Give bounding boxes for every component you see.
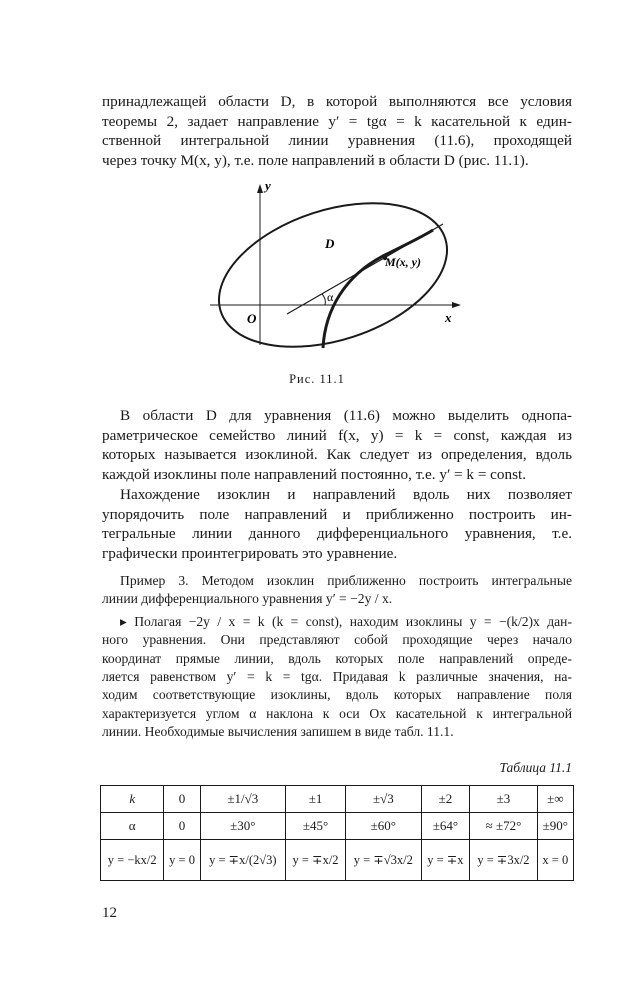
region-d-boundary xyxy=(205,180,465,360)
table-cell: x = 0 xyxy=(537,840,573,881)
intro-paragraph xyxy=(102,92,572,170)
text-line: раметрическое семейство линий f(x, y) = k = const, каждая из xyxy=(102,426,572,444)
table-cell: y = 0 xyxy=(164,840,200,881)
example-paragraph xyxy=(102,572,572,742)
table-cell: ±1 xyxy=(286,786,346,813)
table-cell: y = −kx/2 xyxy=(101,840,164,881)
table-cell: y = ∓x/2 xyxy=(286,840,346,881)
text-line: принадлежащей области D, в которой выполняются все условия xyxy=(102,93,572,110)
text-line: графически проинтегрировать это уравнение. xyxy=(102,544,398,562)
text-line: упорядочить поле направлений и приближенно построить ин- xyxy=(102,505,572,523)
table-cell: ±90° xyxy=(537,813,573,840)
text-line: которых называется изоклиной. Как следует из определения, вдоль xyxy=(102,446,572,464)
figure-11-1 xyxy=(205,180,465,360)
x-axis-arrow xyxy=(452,302,461,308)
x-axis-label: x xyxy=(445,310,452,325)
table-cell: 0 xyxy=(164,786,200,813)
region-label: D xyxy=(325,236,335,251)
table-cell: ±3 xyxy=(470,786,537,813)
table-caption: Таблица 11.1 xyxy=(499,760,572,775)
page-number: 12 xyxy=(102,905,117,921)
text-line: через точку M(x, y), т.е. поле направлений в области D (рис. 11.1). xyxy=(102,151,529,169)
text-line: характеризуется углом α наклона к оси Ox касательной к интегральной xyxy=(102,705,572,721)
text-line: ственной интегральной линии уравнения (11.6), проходящей xyxy=(102,132,572,150)
table-cell: ±64° xyxy=(421,813,470,840)
table-row xyxy=(101,786,574,813)
table-row xyxy=(101,813,574,840)
y-axis-label: y xyxy=(265,180,271,193)
text-line: координат прямые линии, вдоль которых поле направлений опреде- xyxy=(102,650,572,666)
table-cell: ±∞ xyxy=(537,786,573,813)
isocline-table xyxy=(100,785,574,881)
table-cell: ≈ ±72° xyxy=(470,813,537,840)
text-line: линии дифференциального уравнения y′ = −2y / x. xyxy=(102,591,393,607)
table-cell: ±45° xyxy=(286,813,346,840)
table-cell: α xyxy=(101,813,164,840)
text-line: ного уравнения. Они представляют собой проходящие через начало xyxy=(102,632,572,648)
table-cell: ±30° xyxy=(200,813,285,840)
text-line: каждой изоклины поле направлений постоянно, т.е. y′ = k = const. xyxy=(102,465,527,483)
angle-arc xyxy=(322,294,325,305)
text-line: ляется равенством y′ = k = tgα. Придавая k различные значения, на- xyxy=(102,669,572,685)
table-cell: ±√3 xyxy=(346,786,422,813)
table-cell: ±1/√3 xyxy=(200,786,285,813)
table-cell: y = ∓x xyxy=(421,840,470,881)
text-line: ходим соответствующие изоклины, вдоль которых направление поля xyxy=(102,687,572,703)
text-line: линии. Необходимые вычисления запишем в виде табл. 11.1. xyxy=(102,724,454,740)
table-cell: k xyxy=(101,786,164,813)
text-line: В области D для уравнения (11.6) можно выделить однопа- xyxy=(120,407,572,424)
angle-label: α xyxy=(327,290,334,304)
table-cell: y = ∓x/(2√3) xyxy=(200,840,285,881)
integral-curve xyxy=(323,230,433,348)
text-line: тегральные линии данного дифференциального уравнения, т.е. xyxy=(102,525,572,543)
figure-caption: Рис. 11.1 xyxy=(289,372,345,386)
table-cell: y = ∓√3x/2 xyxy=(346,840,422,881)
y-axis-arrow xyxy=(257,184,263,193)
text-line: теоремы 2, задает направление y′ = tgα = k касательной к един- xyxy=(102,112,572,130)
table-row xyxy=(101,840,574,881)
table-cell: ±60° xyxy=(346,813,422,840)
table-cell: ±2 xyxy=(421,786,470,813)
isocline-paragraph xyxy=(102,406,572,484)
text-line: ▸ Полагая −2y / x = k (k = const), находим изоклины y = −(k/2)x дан- xyxy=(120,613,572,629)
text-line: Нахождение изоклин и направлений вдоль них позволяет xyxy=(120,486,572,503)
table-cell: y = ∓3x/2 xyxy=(470,840,537,881)
origin-label: O xyxy=(247,311,257,326)
text-line: Пример 3. Методом изоклин приближенно построить интегральные xyxy=(120,573,572,588)
table-cell: 0 xyxy=(164,813,200,840)
point-label: M(x, y) xyxy=(385,255,421,269)
method-paragraph xyxy=(102,485,572,563)
